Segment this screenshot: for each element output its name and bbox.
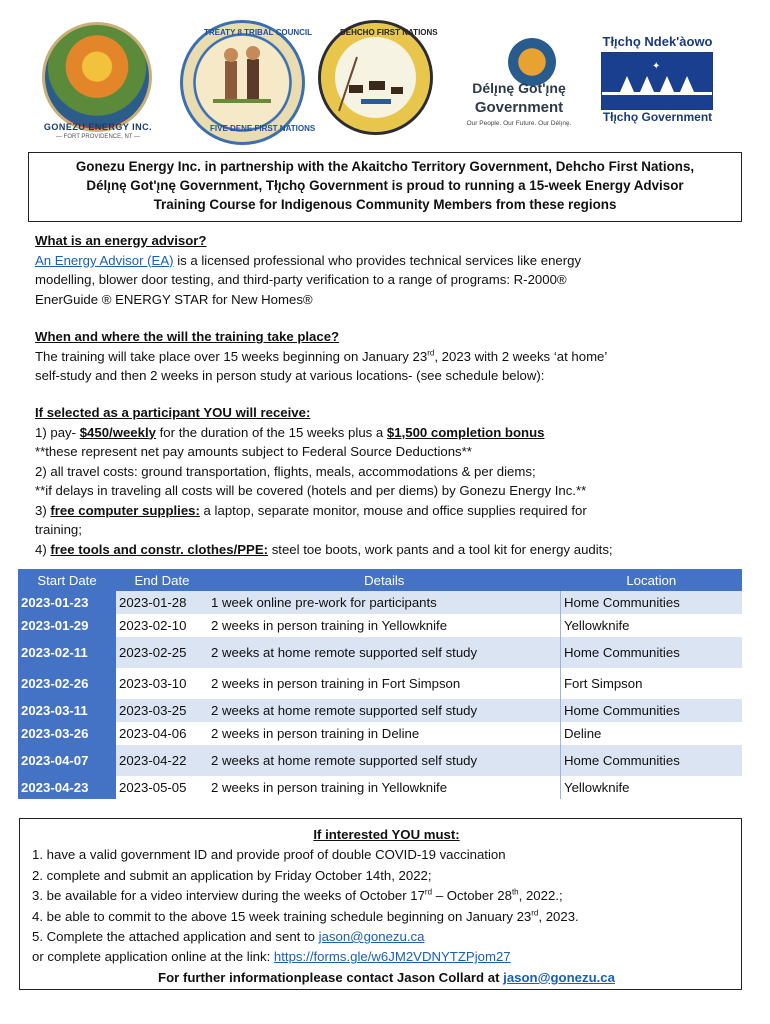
table-row xyxy=(18,745,742,776)
receive-text: steel toe boots, work pants and a tool kit for energy audits; xyxy=(268,541,613,557)
when-line: self-study and then 2 weeks in person study at various locations- (see schedule below): xyxy=(35,368,545,383)
column-header: Start Date xyxy=(18,569,116,591)
what-line: modelling, blower door testing, and third-party verification to a range of programs: R-2000® xyxy=(35,272,567,287)
gonezu-logo-name: GONEZU ENERGY INC. xyxy=(43,122,153,132)
column-header: Details xyxy=(208,569,561,591)
end-date-cell: 2023-04-22 xyxy=(116,745,208,776)
requirements-box xyxy=(19,818,742,990)
deline-logo-government: Government xyxy=(474,99,564,116)
receive-line: 2) all travel costs: ground transportation, flights, meals, accommodations & per diems; xyxy=(35,463,536,479)
receive-line: **these represent net pay amounts subject to Federal Source Deductions** xyxy=(35,444,472,459)
tlicho-logo-title: Tłı̨chǫ Ndek'àowo xyxy=(602,34,713,49)
when-text: , 2023 with 2 weeks ‘at home’ xyxy=(434,348,608,364)
details-cell: 2 weeks at home remote supported self study xyxy=(208,745,561,776)
headline-line: Délı̨nę Got'ı̨nę Government, Tłı̨chǫ Government is proud to running a 15-week Energy Advisor xyxy=(86,178,684,193)
details-cell: 1 week online pre-work for participants xyxy=(208,591,561,614)
location-cell: Yellowknife xyxy=(561,614,743,637)
table-row xyxy=(18,591,742,614)
details-cell: 2 weeks in person training in Yellowknife xyxy=(208,614,561,637)
receive-line xyxy=(35,501,745,521)
receive-line: training; xyxy=(35,522,82,537)
receive-text: 3) xyxy=(35,502,51,518)
end-date-cell: 2023-01-28 xyxy=(116,591,208,614)
gonezu-logo xyxy=(42,22,152,132)
email-link[interactable]: jason@gonezu.ca xyxy=(318,929,425,945)
tent-icon xyxy=(660,76,674,92)
tlicho-flag-icon xyxy=(601,52,713,110)
end-date-cell: 2023-04-06 xyxy=(116,722,208,745)
computer-supplies-label: free computer supplies: xyxy=(50,502,200,518)
requirement-text: 3. be available for a video interview during the weeks of October 17 xyxy=(32,888,425,904)
dehcho-top-text: DEHCHO FIRST NATIONS xyxy=(340,28,438,37)
requirement-item xyxy=(32,927,741,947)
tent-icon xyxy=(620,76,634,92)
location-cell: Fort Simpson xyxy=(561,668,743,699)
flag-band xyxy=(602,92,712,95)
when-section xyxy=(35,327,745,386)
start-date-cell: 2023-01-23 xyxy=(18,591,116,614)
contact-text: For further informationplease contact Jason Collard at xyxy=(158,969,504,985)
receive-line xyxy=(35,540,745,560)
receive-text: a laptop, separate monitor, mouse and office supplies required for xyxy=(199,502,587,518)
requirement-item xyxy=(32,947,741,967)
receive-text: 4) xyxy=(35,541,51,557)
when-line xyxy=(35,347,745,367)
energy-advisor-link[interactable]: An Energy Advisor (EA) xyxy=(35,252,174,268)
what-line: EnerGuide ® ENERGY STAR for New Homes® xyxy=(35,291,313,307)
receive-text: 1) pay- xyxy=(35,424,80,440)
headline-box xyxy=(28,152,742,222)
receive-heading: If selected as a participant YOU will receive: xyxy=(35,405,311,420)
tent-icon xyxy=(640,76,654,92)
table-row xyxy=(18,699,742,722)
application-form-link[interactable]: https://forms.gle/w6JM2VDNYTZPjom27 xyxy=(273,949,511,965)
receive-line xyxy=(35,423,745,443)
location-cell: Home Communities xyxy=(561,745,743,776)
table-row xyxy=(18,776,742,799)
requirement-text: or complete application online at the link: xyxy=(32,949,274,965)
star-icon: ✦ xyxy=(652,61,661,72)
requirement-item xyxy=(32,907,741,927)
what-heading: What is an energy advisor? xyxy=(35,233,207,248)
receive-section xyxy=(35,403,745,559)
pay-amount: $450/weekly xyxy=(79,424,156,440)
start-date-cell: 2023-02-11 xyxy=(18,637,116,668)
requirements-heading: If interested YOU must: xyxy=(313,827,460,842)
column-header: End Date xyxy=(116,569,208,591)
end-date-cell: 2023-03-25 xyxy=(116,699,208,722)
start-date-cell: 2023-04-07 xyxy=(18,745,116,776)
dehcho-logo xyxy=(318,20,433,135)
table-row xyxy=(18,722,742,745)
headline-line: Gonezu Energy Inc. in partnership with the Akaitcho Territory Government, Dehcho First Nations, xyxy=(75,159,695,174)
details-cell: 2 weeks in person training in Yellowknife xyxy=(208,776,561,799)
treaty8-bottom-text: FIVE DENE FIRST NATIONS xyxy=(210,124,316,133)
details-cell: 2 weeks at home remote supported self study xyxy=(208,637,561,668)
column-header: Location xyxy=(561,569,743,591)
start-date-cell: 2023-01-29 xyxy=(18,614,116,637)
location-cell: Home Communities xyxy=(561,591,743,614)
dehcho-animals-icon xyxy=(321,23,430,132)
when-sup: rd xyxy=(427,348,435,358)
completion-bonus: $1,500 completion bonus xyxy=(386,424,545,440)
deline-logo-tagline: Our People. Our Future. Our Délı̨nę. xyxy=(466,120,572,127)
requirement-item: 1. have a valid government ID and provide proof of double COVID-19 vaccination xyxy=(32,847,506,863)
end-date-cell: 2023-03-10 xyxy=(116,668,208,699)
end-date-cell: 2023-02-25 xyxy=(116,637,208,668)
start-date-cell: 2023-04-23 xyxy=(18,776,116,799)
contact-line xyxy=(32,968,741,988)
what-section xyxy=(35,231,745,309)
contact-email-link[interactable]: jason@gonezu.ca xyxy=(503,969,615,985)
requirement-item xyxy=(32,886,741,906)
end-date-cell: 2023-05-05 xyxy=(116,776,208,799)
location-cell: Deline xyxy=(561,722,743,745)
what-line-text: is a licensed professional who provides technical services like energy xyxy=(173,252,582,268)
requirement-text: , 2023. xyxy=(538,908,579,924)
table-row xyxy=(18,668,742,699)
gonezu-logo-location: — FORT PROVIDENCE, NT — xyxy=(55,134,140,140)
details-cell: 2 weeks in person training in Fort Simpson xyxy=(208,668,561,699)
location-cell: Home Communities xyxy=(561,699,743,722)
treaty8-top-text: TREATY 8 TRIBAL COUNCIL xyxy=(204,28,313,37)
receive-text: for the duration of the 15 weeks plus a xyxy=(155,424,387,440)
requirement-item: 2. complete and submit an application by Friday October 14th, 2022; xyxy=(32,867,432,883)
end-date-cell: 2023-02-10 xyxy=(116,614,208,637)
tent-icon xyxy=(680,76,694,92)
headline-line: Training Course for Indigenous Community Members from these regions xyxy=(153,197,617,212)
location-cell: Yellowknife xyxy=(561,776,743,799)
deline-seal-icon xyxy=(508,38,556,86)
when-heading: When and where the will the training take place? xyxy=(35,329,340,344)
table-row xyxy=(18,637,742,668)
requirement-text: – October 28 xyxy=(432,888,512,904)
deline-logo-name: Délı̨nę Got'ı̨nę xyxy=(472,80,566,96)
requirement-text: , 2022.; xyxy=(518,888,563,904)
details-cell: 2 weeks in person training in Deline xyxy=(208,722,561,745)
table-header-row xyxy=(18,569,742,591)
start-date-cell: 2023-03-11 xyxy=(18,699,116,722)
table-row xyxy=(18,614,742,637)
details-cell: 2 weeks at home remote supported self study xyxy=(208,699,561,722)
requirement-sup: th xyxy=(511,887,519,897)
requirement-text: 5. Complete the attached application and sent to xyxy=(32,929,319,945)
requirement-sup: rd xyxy=(531,908,539,918)
logo-banner xyxy=(0,0,770,150)
when-text: The training will take place over 15 weeks beginning on January 23 xyxy=(35,348,428,364)
location-cell: Home Communities xyxy=(561,637,743,668)
schedule-table xyxy=(18,569,742,799)
tlicho-logo-government: Tłı̨chǫ Government xyxy=(602,110,713,124)
what-line xyxy=(35,251,745,271)
tools-label: free tools and constr. clothes/PPE: xyxy=(50,541,269,557)
start-date-cell: 2023-02-26 xyxy=(18,668,116,699)
start-date-cell: 2023-03-26 xyxy=(18,722,116,745)
requirement-sup: rd xyxy=(424,887,433,897)
requirement-text: 4. be able to commit to the above 15 week training schedule beginning on January 23 xyxy=(32,908,532,924)
receive-line: **if delays in traveling all costs will be covered (hotels and per diems) by Gonezu Energy Inc.** xyxy=(35,483,587,498)
